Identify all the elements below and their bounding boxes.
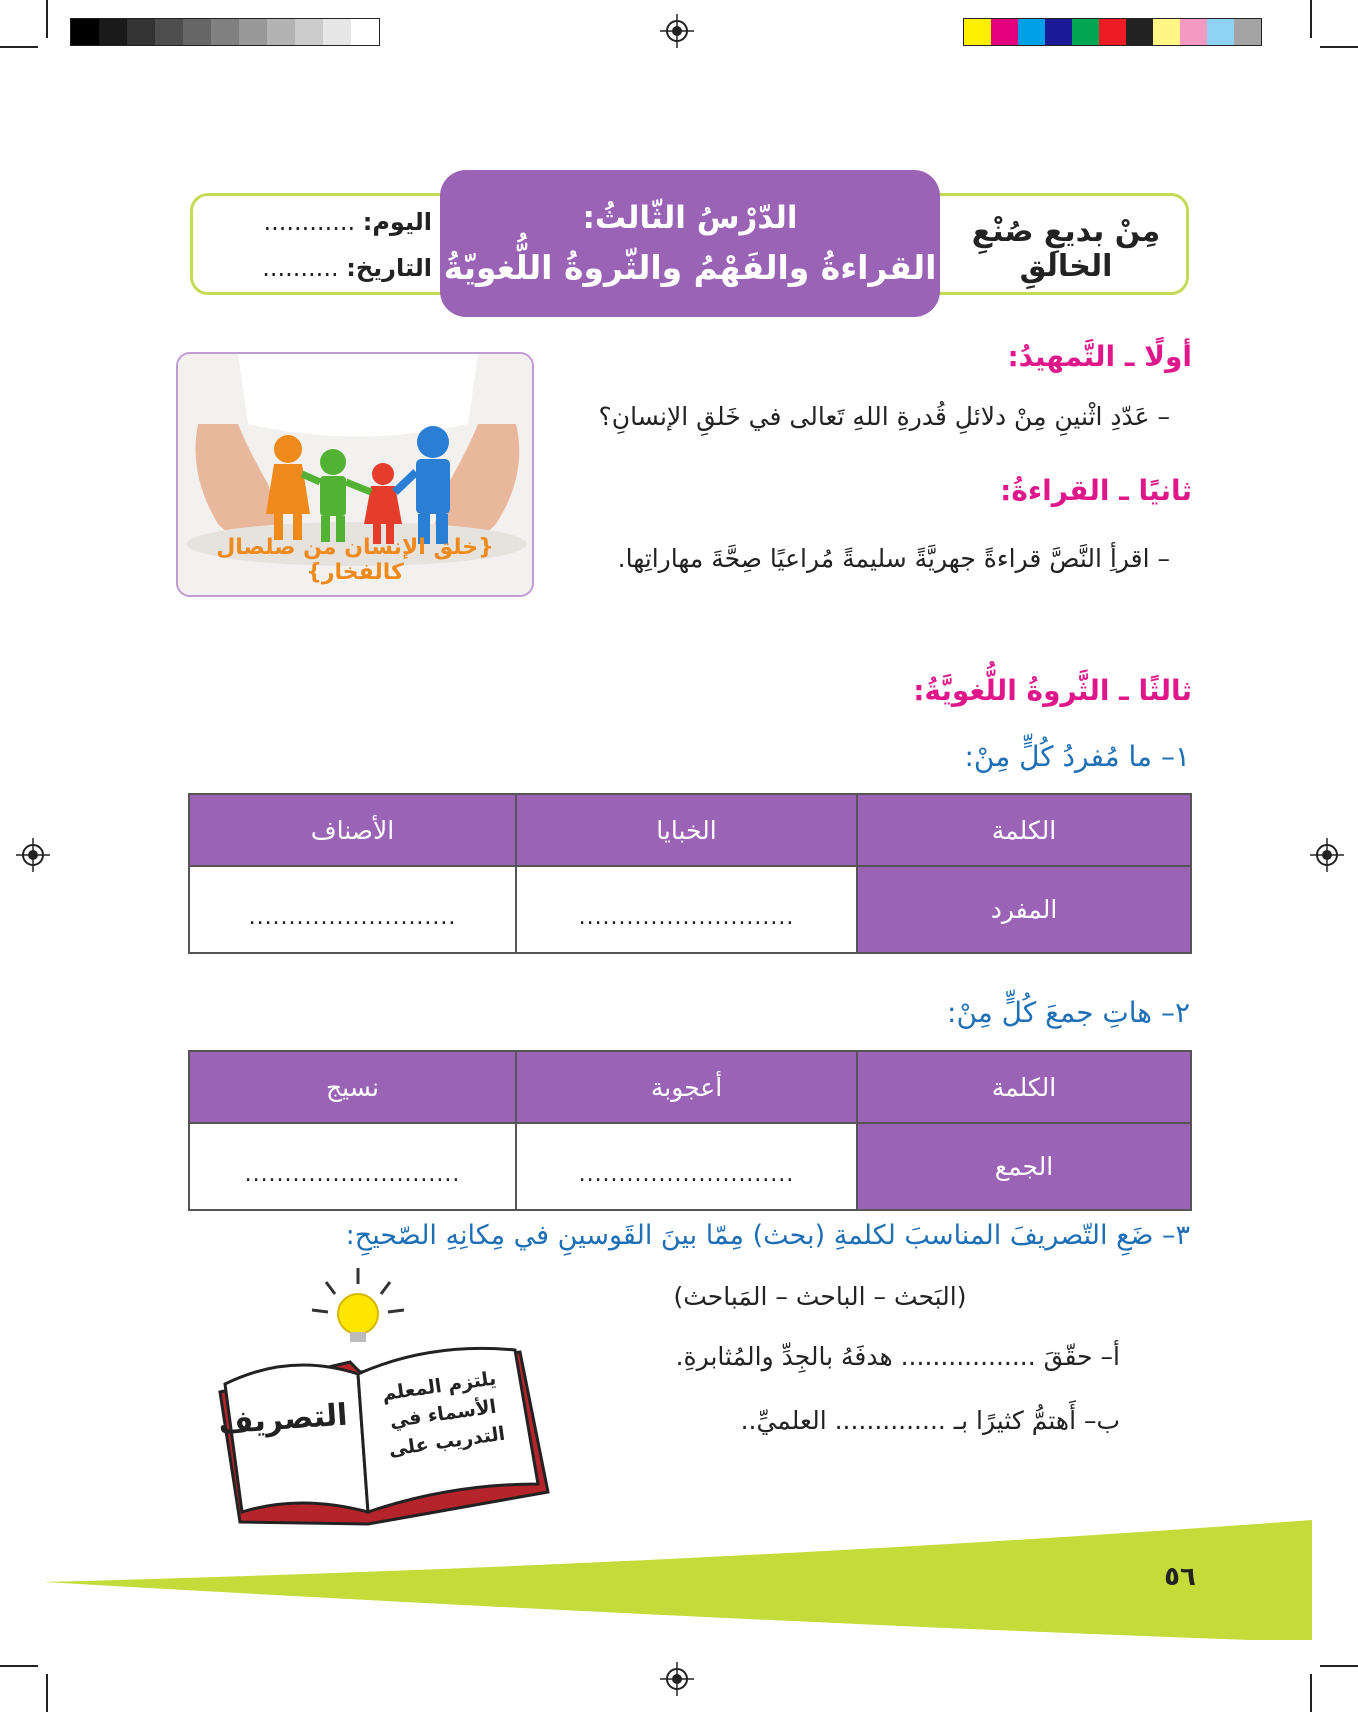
registration-mark-top <box>660 14 694 48</box>
blank-cell[interactable]: ........................... <box>189 1123 516 1210</box>
section2-heading: ثانيًا ـ القراءةُ: <box>1000 474 1192 507</box>
table-header-cell: الأصناف <box>189 794 516 866</box>
table-row <box>189 1051 1191 1123</box>
day-label: اليوم: <box>362 208 432 236</box>
date-label: التاريخ: <box>346 254 432 282</box>
book-left-title: التصريف <box>217 1397 349 1442</box>
photo-caption: {خلق الإنسان من صلصال كالفخار} <box>216 535 494 585</box>
lesson-banner <box>440 170 940 317</box>
table-header-cell: نسيج <box>189 1051 516 1123</box>
table-row <box>189 866 1191 953</box>
registration-mark-right <box>1310 838 1344 872</box>
day-field <box>232 208 432 236</box>
day-value: ............ <box>263 208 356 236</box>
singular-table <box>188 793 1192 954</box>
grayscale-bar <box>70 18 380 46</box>
registration-mark-left <box>16 838 50 872</box>
book-line: التدريب على <box>387 1422 507 1461</box>
plural-table <box>188 1050 1192 1211</box>
table-header-cell: أعجوبة <box>516 1051 857 1123</box>
crop-mark <box>1320 46 1358 48</box>
color-bar <box>963 18 1262 46</box>
section3-heading: ثالثًا ـ الثَّروةُ اللُّغويَّةُ: <box>913 674 1192 707</box>
date-value: .......... <box>262 254 339 282</box>
clay-family-photo <box>176 352 534 597</box>
q3-prompt: ٣– ضَعِ التّصريفَ المناسبَ لكلمةِ (بحث) مِمّا بينَ القَوسينِ في مِكانِهِ الصّحيحِ: <box>345 1220 1190 1251</box>
registration-mark-bottom <box>660 1662 694 1696</box>
lesson-number: الدّرْسُ الثّالثُ: <box>582 200 798 236</box>
blank-cell[interactable]: ........................... <box>516 866 857 953</box>
book-line: يلتزم المعلم <box>380 1367 498 1406</box>
crop-mark <box>46 0 48 38</box>
blank-cell[interactable]: ........................... <box>516 1123 857 1210</box>
theme-title: مِنْ بديعِ صُنْعِ الخالقِ <box>971 214 1161 284</box>
row-label-cell: المفرد <box>857 866 1191 953</box>
q3-item-a[interactable]: أ– حقّقَ ................. هدفَهُ بالجِدِّ والمُثابرةِ. <box>675 1342 1120 1371</box>
crop-mark <box>46 1674 48 1712</box>
crop-mark <box>0 46 38 48</box>
section1-heading: أولًا ـ التَّمهيدُ: <box>1007 340 1192 373</box>
crop-mark <box>1320 1665 1358 1667</box>
table-header-cell: الكلمة <box>857 794 1191 866</box>
blank-cell[interactable]: .......................... <box>189 866 516 953</box>
row-label-cell: الجمع <box>857 1123 1191 1210</box>
lesson-title: القراءةُ والفَهْمُ والثّروةُ اللُّغويّةُ <box>443 248 937 287</box>
q2-prompt: ٢– هاتِ جمعَ كُلٍّ مِنْ: <box>947 996 1190 1029</box>
crop-mark <box>1310 0 1312 38</box>
page-number: ٥٦ <box>1164 1562 1196 1592</box>
section1-question: – عَدّدِ اثْنينِ مِنْ دلائلِ قُدرةِ اللهِ تَعالى في خَلقِ الإنسانِ؟ <box>598 402 1170 431</box>
crop-mark <box>1310 1674 1312 1712</box>
book-illustration <box>200 1262 560 1532</box>
q3-options: (البَحث – الباحث – المَباحث) <box>673 1282 967 1311</box>
crop-mark <box>0 1665 38 1667</box>
table-row <box>189 1123 1191 1210</box>
q3-item-b[interactable]: ب– أَهتمُّ كثيرًا بـ .............. العلميِّ.. <box>740 1406 1120 1435</box>
table-header-cell: الكلمة <box>857 1051 1191 1123</box>
table-row <box>189 794 1191 866</box>
section2-instruction: – اقرأِ النَّصَّ قراءةً جهريَّةً سليمةً مُراعيًا صِحَّةَ مهاراتِها. <box>617 544 1170 573</box>
table-header-cell: الخبايا <box>516 794 857 866</box>
book-line: الأسماء في <box>388 1395 498 1433</box>
q1-prompt: ١– ما مُفردُ كُلٍّ مِنْ: <box>964 740 1190 773</box>
date-field <box>232 254 432 282</box>
